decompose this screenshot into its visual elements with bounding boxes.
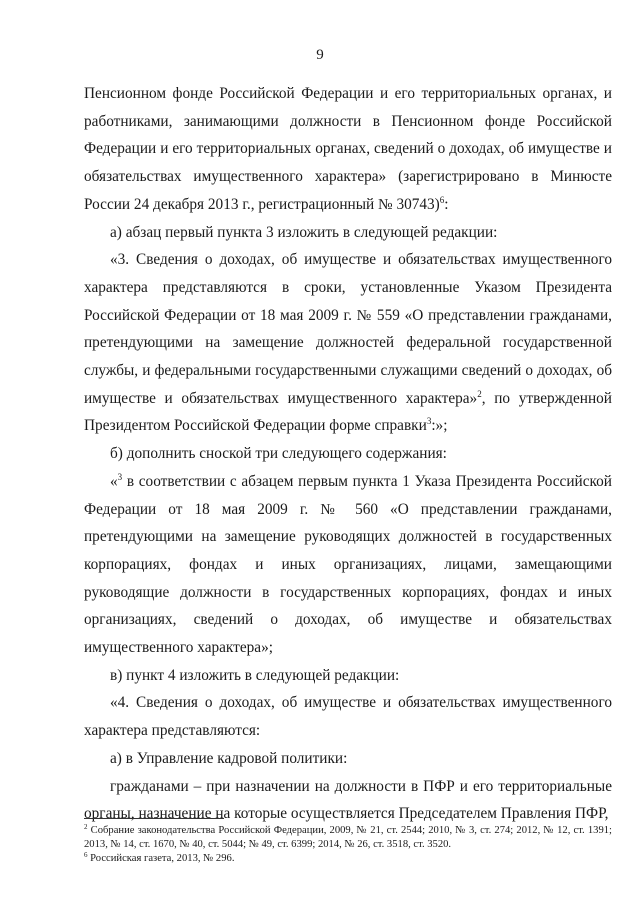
paragraph-lead: « (110, 472, 118, 490)
paragraph-text: а) абзац первый пункта 3 изложить в следующей редакции: (110, 223, 498, 241)
footnote-divider (84, 818, 224, 819)
paragraph-text: в) пункт 4 изложить в следующей редакции: (110, 666, 400, 684)
footnote-ref: 3 (117, 471, 123, 482)
paragraph-item-b (84, 440, 612, 468)
paragraph-text: а) в Управление кадровой политики: (110, 749, 348, 767)
page-number: 9 (316, 47, 324, 63)
footnote-ref: 3 (426, 416, 432, 427)
paragraph-citizens (84, 773, 612, 828)
paragraph-item-a (84, 219, 612, 247)
paragraph-tail: : (444, 195, 449, 213)
footnote-ref: 6 (439, 194, 445, 205)
footnote-text: Собрание законодательства Российской Федерации, 2009, № 21, ст. 2544; 2010, № 3, ст. 274; 2012, № 12, ст. 1391; 2013, № 14, ст. 1670, № 40, ст. 5044; № 49, ст. 6399; 2014, № 26, ст. 3518, ст. 3520. (84, 825, 612, 850)
footnote-ref: 2 (477, 388, 482, 399)
paragraph-quote-4 (84, 689, 612, 744)
paragraph-text: «3. Сведения о доходах, об имуществе и обязательствах имущественного характера представляются в сроки, установленные Указом Президента Российской Федерации от 18 мая 2009 г. № 559 «О представлении гражданами, претендующими на замещение должностей федеральной государственной службы, и федеральными государственными служащими сведений о доходах, об имуществе и обязательствах имущественного характера» (84, 251, 612, 407)
paragraph-text: «4. Сведения о доходах, об имуществе и обязательствах имущественного характера представляются: (84, 694, 612, 740)
paragraph-text: в соответствии с абзацем первым пункта 1 Указа Президента Российской Федерации от 18 мая 2009 г. № 560 «О представлении гражданами, претендующими на замещение руководящих должностей в государственных корпорациях, фондах и иных организациях, лицами, замещающими руководящие должности в государственных корпорациях, фондах и иных организациях, сведений о доходах, об имуществе и обязательствах имущественного характера»; (84, 472, 612, 657)
paragraph-text: б) дополнить сноской три следующего содержания: (110, 445, 447, 463)
paragraph-tail: :»; (431, 417, 448, 435)
footnote-marker: 6 (84, 850, 88, 859)
footnotes (84, 824, 612, 865)
footnote-marker: 2 (84, 823, 88, 831)
paragraph-text: гражданами – при назначении на должности в ПФР и его территориальные органы, назначение на которые осуществляется Председателем Правления ПФР, (84, 777, 612, 823)
paragraph-tail: , по утвержденной Президентом Российской Федерации форме справки (84, 389, 612, 435)
paragraph-continuation (84, 80, 612, 219)
footnote-6 (84, 852, 612, 866)
paragraph-text: Пенсионном фонде Российской Федерации и его территориальных органах, и работниками, занимающими должности в Пенсионном фонде Российской Федерации и его территориальных органах, сведений о доходах, об имуществе и обязательствах имущественного характера» (зарегистрировано в Минюсте России 24 декабря 2013 г., регистрационный № 30743) (84, 85, 612, 213)
paragraph-sub-a (84, 745, 612, 773)
paragraph-quote-3 (84, 246, 612, 440)
paragraph-quote-footnote (84, 468, 612, 662)
footnote-text: Российская газета, 2013, № 296. (87, 852, 235, 864)
footnote-2 (84, 824, 612, 852)
paragraph-item-c (84, 662, 612, 690)
body-text (84, 80, 612, 828)
